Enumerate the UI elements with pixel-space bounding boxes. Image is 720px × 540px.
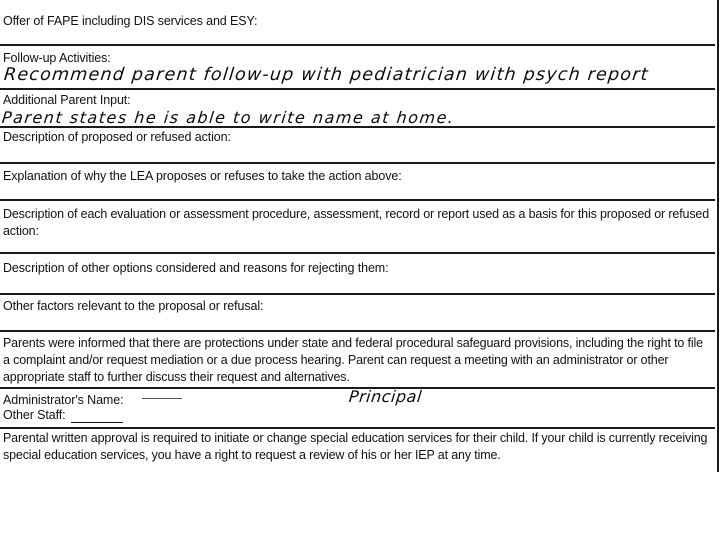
other-options-label: Description of other options considered and reasons for rejecting them: [3, 261, 389, 275]
approval-text: Parental written approval is required to initiate or change special education services for their child. If your child is currently receiving special education services, you have a right to request a review of his or her IEP at any time. [3, 431, 708, 462]
lea-explanation-label: Explanation of why the LEA proposes or refuses to take the action above: [3, 169, 402, 183]
parent-input-handwritten: Parent states he is able to write name at home. [1, 108, 456, 127]
offer-title: Offer of FAPE including DIS services and ESY: [3, 14, 258, 28]
staff-section [0, 389, 715, 429]
offer-section [0, 0, 715, 46]
other-factors-section [0, 295, 715, 332]
parent-input-label: Additional Parent Input: [3, 93, 131, 107]
evaluation-label: Description of each evaluation or assessment procedure, assessment, record or report used as a basis for this proposed or refused action: [3, 207, 710, 238]
proposed-action-section [0, 128, 715, 164]
administrator-title-handwritten: Principal [348, 387, 423, 406]
other-staff-label: Other Staff: [3, 408, 66, 422]
other-factors-label: Other factors relevant to the proposal or refusal: [3, 299, 264, 313]
other-staff-blank [71, 422, 123, 423]
parent-input-section [0, 90, 715, 128]
administrator-label: Administrator's Name: [3, 393, 124, 407]
lea-explanation-section [0, 164, 715, 201]
follow-up-handwritten: Recommend parent follow-up with pediatrician with psych report [2, 65, 650, 85]
evaluation-section [0, 201, 715, 254]
safeguards-section [0, 332, 715, 389]
other-options-section [0, 254, 715, 295]
approval-section [0, 429, 715, 472]
proposed-action-label: Description of proposed or refused action: [3, 130, 231, 144]
follow-up-section [0, 46, 715, 90]
follow-up-label: Follow-up Activities: [3, 51, 111, 65]
administrator-name-blank [142, 398, 182, 399]
safeguards-text: Parents were informed that there are protections under state and federal procedural safeguard provisions, including the right to file a complaint and/or request mediation or a due process hearing. Parent can request a meeting with an administrator or other appropriate staff to further discuss their request and alternatives. [3, 336, 703, 384]
